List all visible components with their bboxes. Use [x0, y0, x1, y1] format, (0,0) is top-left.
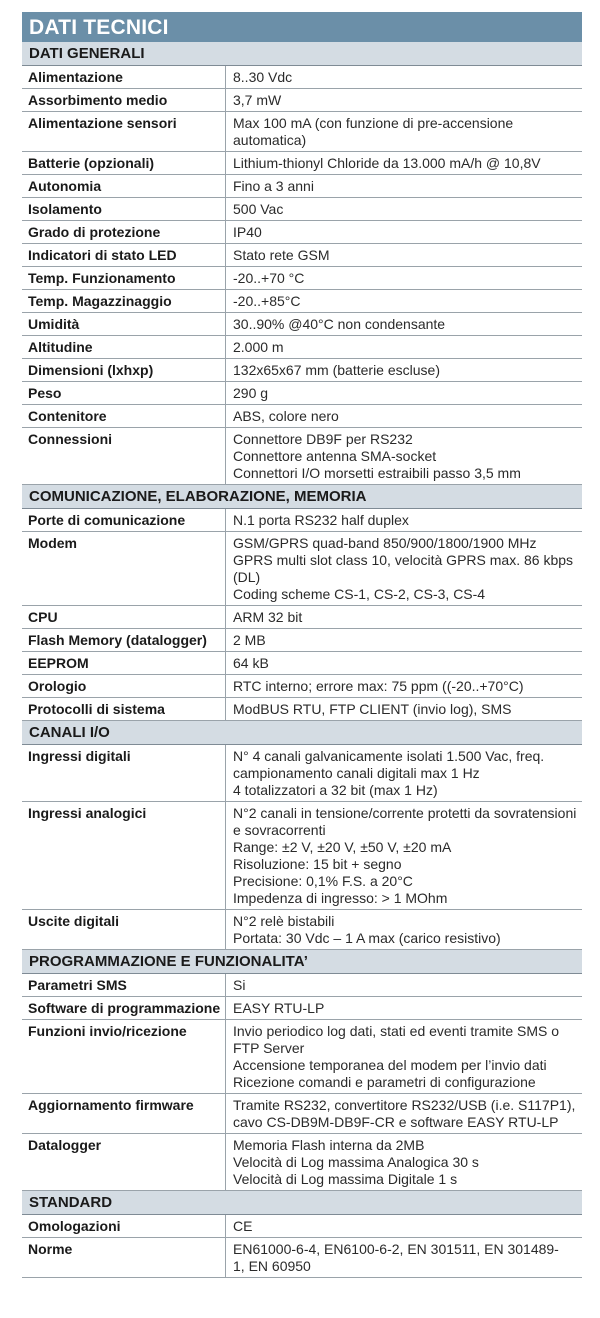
- row-label: Ingressi digitali: [22, 745, 226, 801]
- row-value: [226, 244, 582, 266]
- value-line: 3,7 mW: [233, 92, 282, 108]
- value-line: 4 totalizzatori a 32 bit (max 1 Hz): [233, 782, 438, 798]
- value-line: Portata: 30 Vdc – 1 A max (carico resistivo): [233, 930, 501, 946]
- row-value: [226, 652, 582, 674]
- row-label: Contenitore: [22, 405, 226, 427]
- value-line: e sovracorrenti: [233, 822, 326, 838]
- value-line: 2.000 m: [233, 339, 284, 355]
- value-line: Range: ±2 V, ±20 V, ±50 V, ±20 mA: [233, 839, 452, 855]
- value-line: Coding scheme CS-1, CS-2, CS-3, CS-4: [233, 586, 486, 602]
- row-value: [226, 745, 582, 801]
- value-line: ABS, colore nero: [233, 408, 339, 424]
- table-row: [22, 652, 582, 675]
- table-row: [22, 89, 582, 112]
- row-value: [226, 313, 582, 335]
- value-line: Connettore antenna SMA-socket: [233, 448, 437, 464]
- value-line: FTP Server: [233, 1040, 305, 1056]
- row-value: [226, 221, 582, 243]
- row-value: [226, 428, 582, 484]
- table-row: [22, 509, 582, 532]
- value-line: Impedenza di ingresso: > 1 MOhm: [233, 890, 448, 906]
- row-label: Datalogger: [22, 1134, 226, 1190]
- value-line: CE: [233, 1218, 253, 1234]
- row-value: [226, 910, 582, 949]
- value-line: -20..+85°C: [233, 293, 301, 309]
- table-row: [22, 1134, 582, 1191]
- table-row: [22, 606, 582, 629]
- section-header: DATI GENERALI: [22, 42, 582, 66]
- value-line: ARM 32 bit: [233, 609, 303, 625]
- table-row: [22, 405, 582, 428]
- value-line: Accensione temporanea del modem per l’invio dati: [233, 1057, 547, 1073]
- table-row: [22, 198, 582, 221]
- value-line: Lithium-thionyl Chloride da 13.000 mA/h @ 10,8V: [233, 155, 541, 171]
- table-row: [22, 675, 582, 698]
- row-value: [226, 606, 582, 628]
- table-row: [22, 1215, 582, 1238]
- value-line: Invio periodico log dati, stati ed eventi tramite SMS o: [233, 1023, 560, 1039]
- table-row: [22, 629, 582, 652]
- row-value: [226, 175, 582, 197]
- row-label: Software di programmazione: [22, 997, 226, 1019]
- table-row: [22, 382, 582, 405]
- table-row: [22, 221, 582, 244]
- value-line: Ricezione comandi e parametri di configurazione: [233, 1074, 536, 1090]
- row-value: [226, 1094, 582, 1133]
- row-label: Aggiornamento firmware: [22, 1094, 226, 1133]
- row-label: EEPROM: [22, 652, 226, 674]
- row-value: [226, 997, 582, 1019]
- row-value: [226, 290, 582, 312]
- value-line: GSM/GPRS quad-band 850/900/1800/1900 MHz: [233, 535, 537, 551]
- value-line: Connettori I/O morsetti estraibili passo 3,5 mm: [233, 465, 521, 481]
- value-line: GPRS multi slot class 10, velocità GPRS max. 86 kbps (DL): [233, 552, 574, 585]
- table-row: [22, 1094, 582, 1134]
- row-label: Isolamento: [22, 198, 226, 220]
- value-line: Fino a 3 anni: [233, 178, 314, 194]
- value-line: N° 4 canali galvanicamente isolati 1.500 Vac, freq.: [233, 748, 545, 764]
- table-row: [22, 1238, 582, 1278]
- row-label: Uscite digitali: [22, 910, 226, 949]
- row-label: Peso: [22, 382, 226, 404]
- row-value: [226, 152, 582, 174]
- value-line: 500 Vac: [233, 201, 284, 217]
- value-line: Connettore DB9F per RS232: [233, 431, 413, 447]
- row-value: [226, 698, 582, 720]
- row-value: [226, 1215, 582, 1237]
- row-value: [226, 1238, 582, 1277]
- table-row: [22, 997, 582, 1020]
- value-line: 8..30 Vdc: [233, 69, 293, 85]
- row-label: Altitudine: [22, 336, 226, 358]
- row-label: Omologazioni: [22, 1215, 226, 1237]
- row-label: Ingressi analogici: [22, 802, 226, 909]
- value-line: 64 kB: [233, 655, 269, 671]
- value-line: Velocità di Log massima Digitale 1 s: [233, 1171, 458, 1187]
- table-row: [22, 112, 582, 152]
- row-value: [226, 675, 582, 697]
- row-value: [226, 267, 582, 289]
- section-header: PROGRAMMAZIONE E FUNZIONALITA’: [22, 950, 582, 974]
- value-line: cavo CS-DB9M-DB9F-CR e software EASY RTU-LP: [233, 1114, 559, 1130]
- row-label: Funzioni invio/ricezione: [22, 1020, 226, 1093]
- row-label: Alimentazione sensori: [22, 112, 226, 151]
- table-row: [22, 532, 582, 606]
- row-label: Temp. Magazzinaggio: [22, 290, 226, 312]
- section-header: STANDARD: [22, 1191, 582, 1215]
- value-line: 30..90% @40°C non condensante: [233, 316, 446, 332]
- row-value: [226, 89, 582, 111]
- value-line: RTC interno; errore max: 75 ppm ((-20..+70°C): [233, 678, 524, 694]
- row-value: [226, 405, 582, 427]
- value-line: Stato rete GSM: [233, 247, 330, 263]
- value-line: automatica): [233, 132, 307, 148]
- row-label: Parametri SMS: [22, 974, 226, 996]
- row-value: [226, 629, 582, 651]
- table-row: [22, 1020, 582, 1094]
- value-line: 1, EN 60950: [233, 1258, 311, 1274]
- row-value: [226, 359, 582, 381]
- table-row: [22, 359, 582, 382]
- table-row: [22, 152, 582, 175]
- value-line: EASY RTU-LP: [233, 1000, 325, 1016]
- section-header: CANALI I/O: [22, 721, 582, 745]
- value-line: IP40: [233, 224, 262, 240]
- table-row: [22, 428, 582, 485]
- row-value: [226, 336, 582, 358]
- row-label: Indicatori di stato LED: [22, 244, 226, 266]
- value-line: Precisione: 0,1% F.S. a 20°C: [233, 873, 413, 889]
- row-label: Alimentazione: [22, 66, 226, 88]
- row-label: Orologio: [22, 675, 226, 697]
- value-line: Max 100 mA (con funzione di pre-accensione: [233, 115, 514, 131]
- section-header: COMUNICAZIONE, ELABORAZIONE, MEMORIA: [22, 485, 582, 509]
- row-label: Grado di protezione: [22, 221, 226, 243]
- datasheet-table: [22, 12, 582, 1278]
- value-line: N°2 canali in tensione/corrente protetti da sovratensioni: [233, 805, 577, 821]
- row-label: Norme: [22, 1238, 226, 1277]
- row-label: Temp. Funzionamento: [22, 267, 226, 289]
- table-row: [22, 290, 582, 313]
- row-value: [226, 112, 582, 151]
- sections-container: [22, 42, 582, 1278]
- row-value: [226, 532, 582, 605]
- table-row: [22, 244, 582, 267]
- row-label: Assorbimento medio: [22, 89, 226, 111]
- row-value: [226, 198, 582, 220]
- value-line: Si: [233, 977, 246, 993]
- value-line: Memoria Flash interna da 2MB: [233, 1137, 425, 1153]
- row-value: [226, 382, 582, 404]
- value-line: Risoluzione: 15 bit + segno: [233, 856, 402, 872]
- row-label: Batterie (opzionali): [22, 152, 226, 174]
- row-label: Porte di comunicazione: [22, 509, 226, 531]
- row-label: Flash Memory (datalogger): [22, 629, 226, 651]
- table-row: [22, 974, 582, 997]
- table-title: DATI TECNICI: [22, 12, 582, 42]
- row-label: Connessioni: [22, 428, 226, 484]
- row-label: Protocolli di sistema: [22, 698, 226, 720]
- row-label: CPU: [22, 606, 226, 628]
- table-row: [22, 698, 582, 721]
- table-row: [22, 336, 582, 359]
- table-row: [22, 267, 582, 290]
- row-label: Umidità: [22, 313, 226, 335]
- value-line: N.1 porta RS232 half duplex: [233, 512, 409, 528]
- value-line: -20..+70 °C: [233, 270, 305, 286]
- value-line: EN61000-6-4, EN6100-6-2, EN 301511, EN 301489-: [233, 1241, 559, 1257]
- value-line: Tramite RS232, convertitore RS232/USB (i.e. S117P1),: [233, 1097, 576, 1113]
- value-line: 132x65x67 mm (batterie escluse): [233, 362, 440, 378]
- table-row: [22, 802, 582, 910]
- value-line: ModBUS RTU, FTP CLIENT (invio log), SMS: [233, 701, 512, 717]
- row-value: [226, 974, 582, 996]
- value-line: campionamento canali digitali max 1 Hz: [233, 765, 480, 781]
- table-row: [22, 175, 582, 198]
- value-line: N°2 relè bistabili: [233, 913, 335, 929]
- row-value: [226, 1020, 582, 1093]
- table-row: [22, 910, 582, 950]
- row-value: [226, 509, 582, 531]
- row-value: [226, 66, 582, 88]
- value-line: 2 MB: [233, 632, 266, 648]
- row-label: Autonomia: [22, 175, 226, 197]
- row-value: [226, 1134, 582, 1190]
- row-value: [226, 802, 582, 909]
- value-line: Velocità di Log massima Analogica 30 s: [233, 1154, 479, 1170]
- value-line: 290 g: [233, 385, 269, 401]
- table-row: [22, 313, 582, 336]
- table-row: [22, 745, 582, 802]
- table-row: [22, 66, 582, 89]
- row-label: Dimensioni (lxhxp): [22, 359, 226, 381]
- row-label: Modem: [22, 532, 226, 605]
